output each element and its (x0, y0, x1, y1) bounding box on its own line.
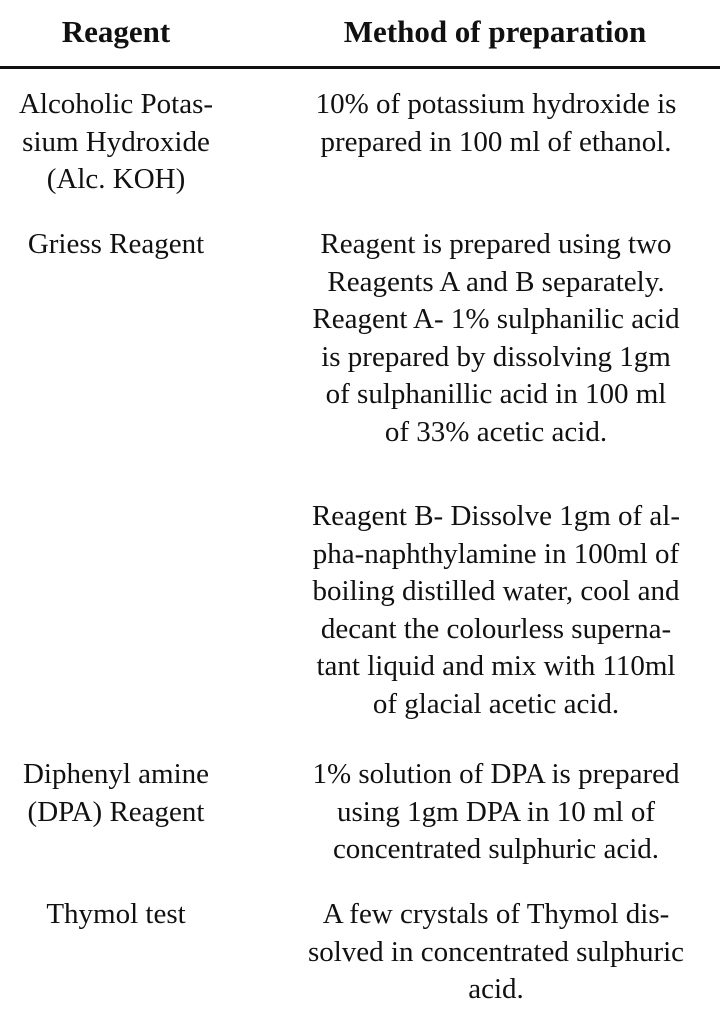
method-line: boiling distilled water, cool and (312, 575, 680, 607)
method-cell-griess-a (270, 226, 720, 451)
reagent-cell-dpa (0, 756, 234, 831)
method-line: Reagent is prepared using two (320, 228, 672, 260)
method-line: acid. (468, 973, 524, 1005)
method-line: 1% solution of DPA is prepared (312, 758, 680, 790)
reagent-line: sium Hydroxide (22, 125, 210, 158)
method-line: concentrated sulphuric acid. (332, 833, 660, 865)
table-header (0, 0, 720, 68)
method-line: prepared in 100 ml of ethanol. (320, 125, 672, 158)
method-cell-alc-koh (270, 86, 720, 161)
method-line: solved in concentrated sulphuric (307, 935, 685, 968)
reagent-line: Alcoholic Potas- (18, 88, 214, 120)
reagent-cell-griess (0, 226, 234, 264)
method-line: Reagents A and B separately. (327, 265, 665, 298)
method-line: decant the colourless superna- (320, 612, 672, 645)
method-line: using 1gm DPA in 10 ml of (337, 795, 655, 828)
header-rule (0, 66, 720, 69)
method-line: is prepared by dissolving 1gm (321, 340, 671, 373)
method-line: Reagent A- 1% sulphanilic acid (312, 303, 680, 335)
method-line: tant liquid and mix with 110ml (316, 650, 676, 682)
method-line: pha-naphthylamine in 100ml of (312, 537, 680, 570)
reagent-line: (DPA) Reagent (27, 795, 205, 828)
reagent-line: Diphenyl amine (22, 758, 210, 790)
header-reagent: Reagent (61, 14, 171, 49)
method-line: of glacial acetic acid. (372, 687, 620, 720)
reagent-line: Griess Reagent (27, 228, 205, 260)
method-cell-thymol (270, 896, 720, 1009)
reagent-line: Thymol test (46, 898, 186, 930)
method-line: Reagent B- Dissolve 1gm of al- (311, 500, 681, 532)
header-method: Method of preparation (343, 14, 647, 49)
method-line: A few crystals of Thymol dis- (322, 898, 670, 930)
reagent-cell-thymol (0, 896, 234, 934)
method-cell-griess-b (270, 498, 720, 723)
reagent-line: (Alc. KOH) (46, 163, 186, 195)
method-line: 10% of potassium hydroxide is (315, 88, 677, 120)
reagent-cell-alc-koh (0, 86, 234, 199)
method-line: of 33% acetic acid. (384, 415, 608, 448)
method-line: of sulphanillic acid in 100 ml (325, 378, 667, 410)
method-cell-dpa (270, 756, 720, 869)
